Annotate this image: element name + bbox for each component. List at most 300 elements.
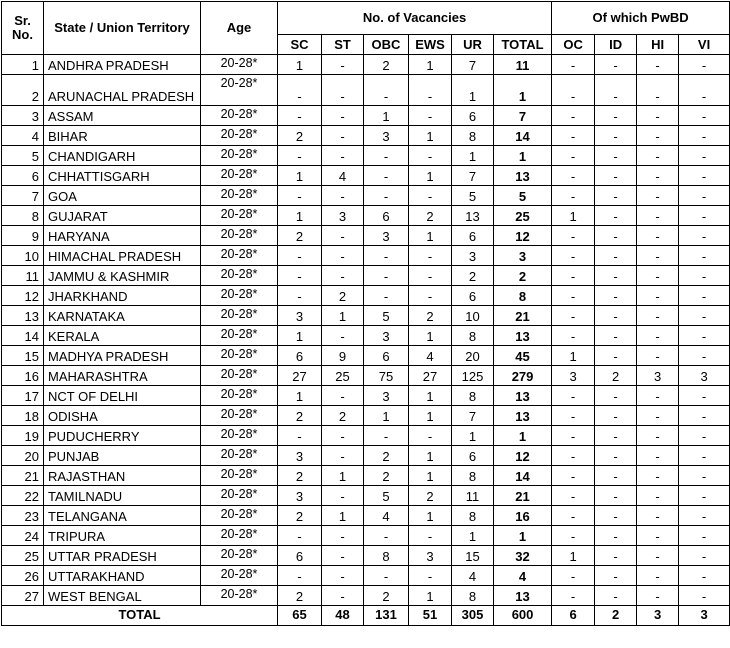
state-cell: UTTAR PRADESH xyxy=(44,546,201,566)
sc-cell: - xyxy=(278,146,322,166)
hi-cell: - xyxy=(637,266,679,286)
oc-cell: - xyxy=(552,566,595,586)
oc-cell: 1 xyxy=(552,206,595,226)
vi-cell: - xyxy=(679,346,730,366)
total-cell: 11 xyxy=(494,55,552,75)
ews-cell: 2 xyxy=(409,306,452,326)
table-row xyxy=(2,166,730,186)
ur-cell: 8 xyxy=(452,586,494,606)
oc-cell: - xyxy=(552,246,595,266)
sr-no-cell: 24 xyxy=(2,526,44,546)
total-cell: 5 xyxy=(494,186,552,206)
age-cell: 20-28* xyxy=(201,326,278,346)
age-cell: 20-28* xyxy=(201,106,278,126)
st-cell: - xyxy=(322,386,364,406)
state-cell: BIHAR xyxy=(44,126,201,146)
id-cell: - xyxy=(595,486,637,506)
st-cell: 2 xyxy=(322,406,364,426)
id-cell: - xyxy=(595,266,637,286)
ur-cell: 3 xyxy=(452,246,494,266)
oc-cell: - xyxy=(552,126,595,146)
st-cell: - xyxy=(322,446,364,466)
obc-cell: - xyxy=(364,75,409,106)
sc-cell: 1 xyxy=(278,166,322,186)
total-cell: 13 xyxy=(494,386,552,406)
obc-cell: 5 xyxy=(364,486,409,506)
header-hi: HI xyxy=(637,35,679,55)
st-cell: 1 xyxy=(322,306,364,326)
id-cell: - xyxy=(595,566,637,586)
state-cell: ARUNACHAL PRADESH xyxy=(44,75,201,106)
total-hi-cell: 3 xyxy=(637,606,679,626)
hi-cell: - xyxy=(637,126,679,146)
oc-cell: - xyxy=(552,106,595,126)
hi-cell: - xyxy=(637,206,679,226)
id-cell: 2 xyxy=(595,366,637,386)
sc-cell: - xyxy=(278,75,322,106)
age-cell: 20-28* xyxy=(201,566,278,586)
id-cell: - xyxy=(595,346,637,366)
vi-cell: - xyxy=(679,566,730,586)
obc-cell: - xyxy=(364,566,409,586)
ur-cell: 1 xyxy=(452,146,494,166)
total-cell: 13 xyxy=(494,326,552,346)
st-cell: 4 xyxy=(322,166,364,186)
total-cell: 2 xyxy=(494,266,552,286)
state-cell: MAHARASHTRA xyxy=(44,366,201,386)
ews-cell: 1 xyxy=(409,466,452,486)
totals-row xyxy=(2,606,730,626)
ur-cell: 7 xyxy=(452,55,494,75)
ur-cell: 13 xyxy=(452,206,494,226)
sc-cell: 2 xyxy=(278,126,322,146)
total-st-cell: 48 xyxy=(322,606,364,626)
id-cell: - xyxy=(595,206,637,226)
st-cell: - xyxy=(322,75,364,106)
ews-cell: 1 xyxy=(409,386,452,406)
st-cell: - xyxy=(322,126,364,146)
oc-cell: - xyxy=(552,526,595,546)
vi-cell: - xyxy=(679,466,730,486)
id-cell: - xyxy=(595,506,637,526)
id-cell: - xyxy=(595,246,637,266)
obc-cell: - xyxy=(364,426,409,446)
total-cell: 3 xyxy=(494,246,552,266)
id-cell: - xyxy=(595,226,637,246)
id-cell: - xyxy=(595,166,637,186)
sr-no-cell: 2 xyxy=(2,75,44,106)
total-cell: 1 xyxy=(494,426,552,446)
header-age: Age xyxy=(201,2,278,55)
table-row xyxy=(2,486,730,506)
ur-cell: 15 xyxy=(452,546,494,566)
sr-no-cell: 13 xyxy=(2,306,44,326)
table-row xyxy=(2,466,730,486)
ur-cell: 5 xyxy=(452,186,494,206)
state-cell: RAJASTHAN xyxy=(44,466,201,486)
ur-cell: 8 xyxy=(452,126,494,146)
sc-cell: - xyxy=(278,106,322,126)
state-cell: ODISHA xyxy=(44,406,201,426)
header-pwbd: Of which PwBD xyxy=(552,2,730,35)
totals-label: TOTAL xyxy=(2,606,278,626)
hi-cell: 3 xyxy=(637,366,679,386)
vi-cell: - xyxy=(679,106,730,126)
obc-cell: 3 xyxy=(364,226,409,246)
total-cell: 32 xyxy=(494,546,552,566)
hi-cell: - xyxy=(637,566,679,586)
st-cell: - xyxy=(322,526,364,546)
sr-no-cell: 25 xyxy=(2,546,44,566)
st-cell: - xyxy=(322,55,364,75)
state-cell: CHANDIGARH xyxy=(44,146,201,166)
vi-cell: - xyxy=(679,406,730,426)
st-cell: 2 xyxy=(322,286,364,306)
sr-no-cell: 27 xyxy=(2,586,44,606)
age-cell: 20-28* xyxy=(201,55,278,75)
table-row xyxy=(2,266,730,286)
table-row xyxy=(2,346,730,366)
vi-cell: - xyxy=(679,226,730,246)
ur-cell: 1 xyxy=(452,426,494,446)
total-cell: 12 xyxy=(494,226,552,246)
vi-cell: 3 xyxy=(679,366,730,386)
table-row xyxy=(2,546,730,566)
obc-cell: 4 xyxy=(364,506,409,526)
st-cell: - xyxy=(322,566,364,586)
id-cell: - xyxy=(595,406,637,426)
ur-cell: 7 xyxy=(452,406,494,426)
state-cell: WEST BENGAL xyxy=(44,586,201,606)
age-cell: 20-28* xyxy=(201,246,278,266)
hi-cell: - xyxy=(637,166,679,186)
table-row xyxy=(2,226,730,246)
ur-cell: 8 xyxy=(452,326,494,346)
table-row xyxy=(2,126,730,146)
age-cell: 20-28* xyxy=(201,306,278,326)
sr-no-cell: 8 xyxy=(2,206,44,226)
total-cell: 21 xyxy=(494,486,552,506)
ur-cell: 8 xyxy=(452,506,494,526)
table-row xyxy=(2,506,730,526)
st-cell: - xyxy=(322,246,364,266)
table-row xyxy=(2,526,730,546)
ews-cell: 2 xyxy=(409,206,452,226)
hi-cell: - xyxy=(637,186,679,206)
hi-cell: - xyxy=(637,506,679,526)
total-cell: 14 xyxy=(494,126,552,146)
obc-cell: 2 xyxy=(364,55,409,75)
sc-cell: - xyxy=(278,266,322,286)
oc-cell: - xyxy=(552,306,595,326)
obc-cell: 8 xyxy=(364,546,409,566)
total-cell: 21 xyxy=(494,306,552,326)
state-cell: TELANGANA xyxy=(44,506,201,526)
hi-cell: - xyxy=(637,146,679,166)
obc-cell: - xyxy=(364,266,409,286)
obc-cell: 75 xyxy=(364,366,409,386)
header-vi: VI xyxy=(679,35,730,55)
age-cell: 20-28* xyxy=(201,586,278,606)
st-cell: 1 xyxy=(322,506,364,526)
ur-cell: 6 xyxy=(452,226,494,246)
total-ews-cell: 51 xyxy=(409,606,452,626)
id-cell: - xyxy=(595,286,637,306)
vi-cell: - xyxy=(679,506,730,526)
table-row xyxy=(2,426,730,446)
header-total: TOTAL xyxy=(494,35,552,55)
hi-cell: - xyxy=(637,546,679,566)
total-total-cell: 600 xyxy=(494,606,552,626)
table-row xyxy=(2,446,730,466)
ews-cell: - xyxy=(409,186,452,206)
obc-cell: 3 xyxy=(364,126,409,146)
ur-cell: 125 xyxy=(452,366,494,386)
age-cell: 20-28* xyxy=(201,166,278,186)
state-cell: KERALA xyxy=(44,326,201,346)
table-row xyxy=(2,246,730,266)
oc-cell: - xyxy=(552,75,595,106)
vi-cell: - xyxy=(679,306,730,326)
total-cell: 16 xyxy=(494,506,552,526)
sc-cell: 1 xyxy=(278,206,322,226)
age-cell: 20-28* xyxy=(201,386,278,406)
ews-cell: - xyxy=(409,266,452,286)
total-cell: 25 xyxy=(494,206,552,226)
hi-cell: - xyxy=(637,55,679,75)
table-row xyxy=(2,386,730,406)
id-cell: - xyxy=(595,75,637,106)
sc-cell: 3 xyxy=(278,486,322,506)
total-cell: 1 xyxy=(494,75,552,106)
id-cell: - xyxy=(595,546,637,566)
id-cell: - xyxy=(595,526,637,546)
sc-cell: 1 xyxy=(278,326,322,346)
ur-cell: 10 xyxy=(452,306,494,326)
sr-no-cell: 26 xyxy=(2,566,44,586)
ews-cell: 27 xyxy=(409,366,452,386)
id-cell: - xyxy=(595,426,637,446)
vi-cell: - xyxy=(679,446,730,466)
state-cell: ASSAM xyxy=(44,106,201,126)
vi-cell: - xyxy=(679,386,730,406)
oc-cell: - xyxy=(552,266,595,286)
state-cell: PUDUCHERRY xyxy=(44,426,201,446)
ur-cell: 8 xyxy=(452,386,494,406)
obc-cell: 3 xyxy=(364,326,409,346)
sc-cell: 2 xyxy=(278,586,322,606)
sr-no-cell: 14 xyxy=(2,326,44,346)
age-cell: 20-28* xyxy=(201,206,278,226)
hi-cell: - xyxy=(637,386,679,406)
state-cell: JAMMU & KASHMIR xyxy=(44,266,201,286)
table-row xyxy=(2,55,730,75)
vi-cell: - xyxy=(679,55,730,75)
hi-cell: - xyxy=(637,286,679,306)
hi-cell: - xyxy=(637,466,679,486)
sr-no-cell: 6 xyxy=(2,166,44,186)
ur-cell: 8 xyxy=(452,466,494,486)
ews-cell: - xyxy=(409,426,452,446)
total-oc-cell: 6 xyxy=(552,606,595,626)
state-cell: UTTARAKHAND xyxy=(44,566,201,586)
sr-no-cell: 16 xyxy=(2,366,44,386)
ews-cell: 1 xyxy=(409,446,452,466)
st-cell: 3 xyxy=(322,206,364,226)
oc-cell: - xyxy=(552,226,595,246)
vi-cell: - xyxy=(679,246,730,266)
sr-no-cell: 10 xyxy=(2,246,44,266)
ews-cell: 1 xyxy=(409,55,452,75)
ur-cell: 6 xyxy=(452,106,494,126)
sr-no-cell: 5 xyxy=(2,146,44,166)
sc-cell: - xyxy=(278,246,322,266)
header-vacancies: No. of Vacancies xyxy=(278,2,552,35)
total-cell: 1 xyxy=(494,146,552,166)
st-cell: - xyxy=(322,186,364,206)
total-ur-cell: 305 xyxy=(452,606,494,626)
sc-cell: 3 xyxy=(278,306,322,326)
ews-cell: 1 xyxy=(409,226,452,246)
oc-cell: - xyxy=(552,146,595,166)
st-cell: - xyxy=(322,486,364,506)
sr-no-cell: 21 xyxy=(2,466,44,486)
age-cell: 20-28* xyxy=(201,466,278,486)
header-ur: UR xyxy=(452,35,494,55)
age-cell: 20-28* xyxy=(201,426,278,446)
ews-cell: 1 xyxy=(409,506,452,526)
obc-cell: 6 xyxy=(364,206,409,226)
oc-cell: - xyxy=(552,426,595,446)
ews-cell: - xyxy=(409,566,452,586)
total-cell: 13 xyxy=(494,586,552,606)
ews-cell: 1 xyxy=(409,586,452,606)
table-row xyxy=(2,306,730,326)
header-sr-no: Sr. No. xyxy=(2,2,44,55)
id-cell: - xyxy=(595,106,637,126)
ews-cell: - xyxy=(409,246,452,266)
oc-cell: - xyxy=(552,506,595,526)
total-cell: 12 xyxy=(494,446,552,466)
hi-cell: - xyxy=(637,346,679,366)
ur-cell: 2 xyxy=(452,266,494,286)
total-id-cell: 2 xyxy=(595,606,637,626)
total-vi-cell: 3 xyxy=(679,606,730,626)
ews-cell: - xyxy=(409,526,452,546)
age-cell: 20-28* xyxy=(201,346,278,366)
hi-cell: - xyxy=(637,326,679,346)
obc-cell: 2 xyxy=(364,466,409,486)
id-cell: - xyxy=(595,326,637,346)
sc-cell: - xyxy=(278,526,322,546)
obc-cell: - xyxy=(364,286,409,306)
ur-cell: 6 xyxy=(452,446,494,466)
age-cell: 20-28* xyxy=(201,486,278,506)
table-row xyxy=(2,206,730,226)
sr-no-cell: 15 xyxy=(2,346,44,366)
ews-cell: 2 xyxy=(409,486,452,506)
sr-no-cell: 19 xyxy=(2,426,44,446)
obc-cell: 2 xyxy=(364,446,409,466)
total-cell: 279 xyxy=(494,366,552,386)
header-id: ID xyxy=(595,35,637,55)
obc-cell: 3 xyxy=(364,386,409,406)
age-cell: 20-28* xyxy=(201,286,278,306)
hi-cell: - xyxy=(637,106,679,126)
oc-cell: - xyxy=(552,486,595,506)
total-cell: 8 xyxy=(494,286,552,306)
obc-cell: - xyxy=(364,166,409,186)
hi-cell: - xyxy=(637,226,679,246)
id-cell: - xyxy=(595,586,637,606)
table-row xyxy=(2,586,730,606)
st-cell: 25 xyxy=(322,366,364,386)
vi-cell: - xyxy=(679,186,730,206)
oc-cell: - xyxy=(552,446,595,466)
state-cell: CHHATTISGARH xyxy=(44,166,201,186)
total-cell: 1 xyxy=(494,526,552,546)
oc-cell: - xyxy=(552,386,595,406)
sr-no-cell: 7 xyxy=(2,186,44,206)
ur-cell: 6 xyxy=(452,286,494,306)
oc-cell: - xyxy=(552,466,595,486)
total-cell: 13 xyxy=(494,406,552,426)
id-cell: - xyxy=(595,466,637,486)
table-row xyxy=(2,75,730,106)
obc-cell: - xyxy=(364,186,409,206)
ews-cell: - xyxy=(409,106,452,126)
vi-cell: - xyxy=(679,206,730,226)
age-cell: 20-28* xyxy=(201,546,278,566)
state-cell: GUJARAT xyxy=(44,206,201,226)
st-cell: 9 xyxy=(322,346,364,366)
oc-cell: 3 xyxy=(552,366,595,386)
sc-cell: 1 xyxy=(278,386,322,406)
vi-cell: - xyxy=(679,426,730,446)
id-cell: - xyxy=(595,446,637,466)
vi-cell: - xyxy=(679,286,730,306)
obc-cell: - xyxy=(364,246,409,266)
sc-cell: 6 xyxy=(278,346,322,366)
total-cell: 13 xyxy=(494,166,552,186)
sc-cell: 2 xyxy=(278,466,322,486)
header-sc: SC xyxy=(278,35,322,55)
ews-cell: 1 xyxy=(409,126,452,146)
id-cell: - xyxy=(595,55,637,75)
sc-cell: - xyxy=(278,426,322,446)
oc-cell: 1 xyxy=(552,346,595,366)
sc-cell: 1 xyxy=(278,55,322,75)
ur-cell: 1 xyxy=(452,526,494,546)
sc-cell: 2 xyxy=(278,506,322,526)
age-cell: 20-28* xyxy=(201,506,278,526)
vi-cell: - xyxy=(679,586,730,606)
hi-cell: - xyxy=(637,586,679,606)
state-cell: TAMILNADU xyxy=(44,486,201,506)
sc-cell: 3 xyxy=(278,446,322,466)
ur-cell: 4 xyxy=(452,566,494,586)
total-cell: 14 xyxy=(494,466,552,486)
age-cell: 20-28* xyxy=(201,126,278,146)
header-obc: OBC xyxy=(364,35,409,55)
table-row xyxy=(2,146,730,166)
total-cell: 45 xyxy=(494,346,552,366)
oc-cell: - xyxy=(552,586,595,606)
state-cell: KARNATAKA xyxy=(44,306,201,326)
age-cell: 20-28* xyxy=(201,366,278,386)
hi-cell: - xyxy=(637,406,679,426)
obc-cell: 1 xyxy=(364,406,409,426)
